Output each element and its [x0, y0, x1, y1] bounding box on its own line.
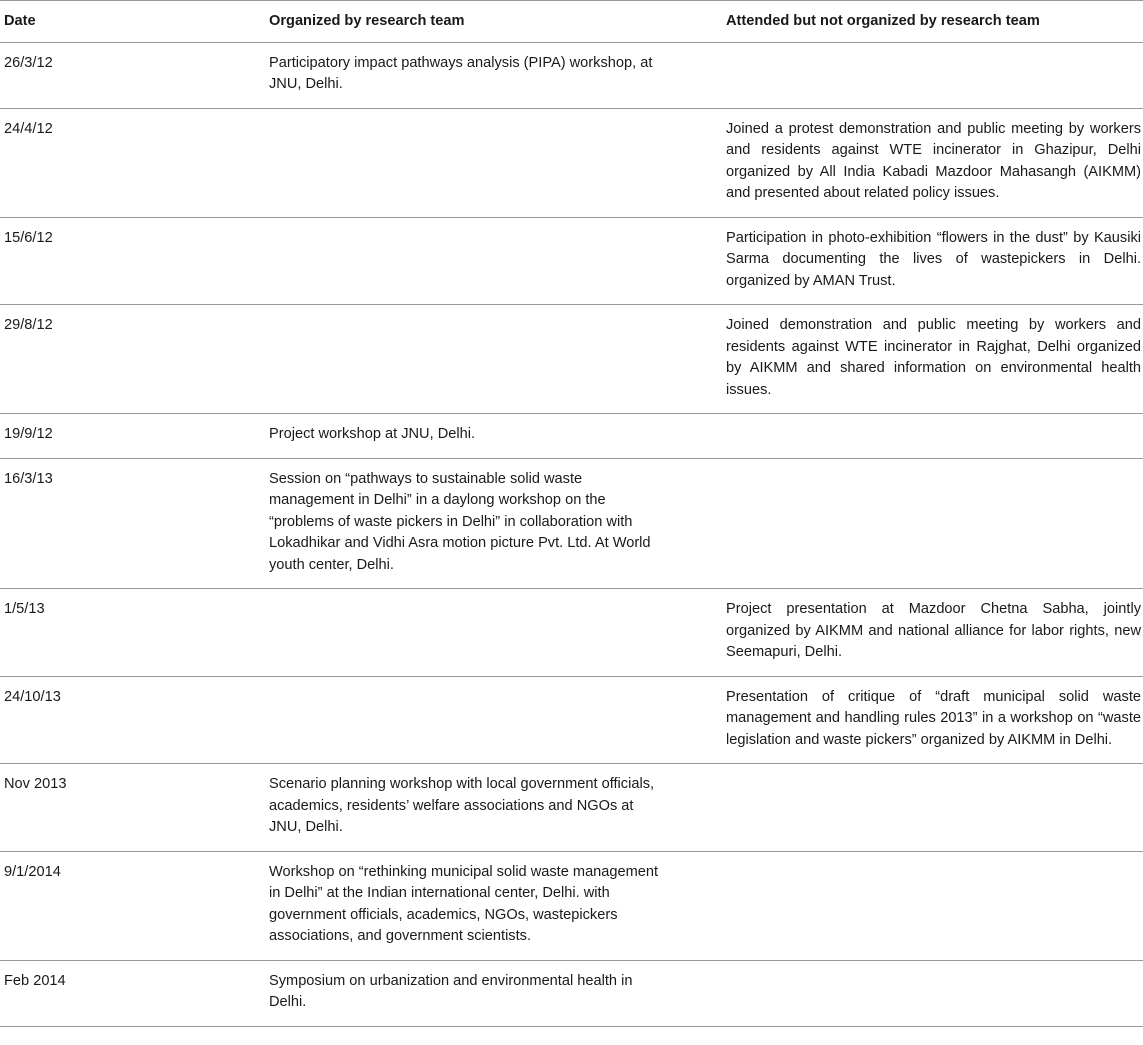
table-row — [0, 42, 1143, 108]
cell-attended: Joined a protest demonstration and public meeting by workers and residents against WTE incinerator in Ghazipur, Delhi organized by All India Kabadi Mazdoor Mahasangh (AIKMM) and presented about related policy issues. — [726, 120, 1141, 201]
table-row — [0, 764, 1143, 852]
header-row — [0, 1, 1143, 43]
cell-organized — [265, 217, 722, 305]
cell-date: 24/10/13 — [4, 688, 61, 705]
cell-organized: Participatory impact pathways analysis (PIPA) workshop, at JNU, Delhi. — [269, 54, 653, 92]
cell-organized — [265, 589, 722, 677]
table-header — [0, 1, 1143, 43]
cell-organized — [265, 108, 722, 217]
cell-attended: Project presentation at Mazdoor Chetna Sabha, jointly organized by AIKMM and national alliance for labor rights, new Seemapuri, Delhi. — [726, 601, 1141, 660]
cell-organized — [265, 305, 722, 414]
cell-date: 16/3/13 — [4, 470, 53, 487]
table-row — [0, 960, 1143, 1026]
cell-organized — [265, 676, 722, 764]
cell-attended — [722, 414, 1143, 459]
cell-date: 1/5/13 — [4, 601, 45, 617]
cell-attended: Participation in photo-exhibition “flowers in the dust” by Kausiki Sarma documenting the lives of wastepickers in Delhi. organized by AMAN Trust. — [726, 229, 1141, 289]
cell-date: 26/3/12 — [4, 54, 53, 71]
cell-attended — [722, 764, 1143, 852]
cell-attended: Joined demonstration and public meeting by workers and residents against WTE incinerator in Rajghat, Delhi organized by AIKMM and shared information on environmental health issues. — [726, 317, 1141, 398]
cell-attended — [722, 458, 1143, 589]
cell-date: Feb 2014 — [4, 972, 66, 989]
table-row — [0, 305, 1143, 414]
header-organized: Organized by research team — [269, 13, 465, 29]
cell-organized: Symposium on urbanization and environmental health in Delhi. — [269, 972, 633, 1010]
table-row — [0, 217, 1143, 305]
table-row — [0, 676, 1143, 764]
cell-date: 9/1/2014 — [4, 863, 61, 880]
table-row — [0, 589, 1143, 677]
table-row — [0, 414, 1143, 459]
cell-attended — [722, 851, 1143, 960]
cell-date: 19/9/12 — [4, 426, 53, 442]
cell-attended — [722, 960, 1143, 1026]
cell-attended — [722, 42, 1143, 108]
header-date: Date — [4, 13, 36, 29]
cell-organized: Session on “pathways to sustainable solid waste management in Delhi” in a daylong workshop on the “problems of waste pickers in Delhi” in collaboration with Lokadhikar and Vidhi Asra motion picture Pvt. Ltd. At World youth center, Delhi. — [269, 470, 651, 573]
cell-attended: Presentation of critique of “draft municipal solid waste management and handling rules 2013” in a workshop on “waste legislation and waste pickers” organized by AIKMM in Delhi. — [726, 688, 1141, 748]
table-row — [0, 458, 1143, 589]
cell-date: 29/8/12 — [4, 317, 53, 333]
cell-organized: Workshop on “rethinking municipal solid waste management in Delhi” at the Indian international center, Delhi. with government officials, academics, NGOs, wastepickers associations, and government scientists. — [269, 863, 659, 944]
cell-date: 24/4/12 — [4, 120, 53, 137]
cell-organized: Project workshop at JNU, Delhi. — [269, 426, 476, 442]
cell-date: 15/6/12 — [4, 229, 53, 246]
table-row — [0, 851, 1143, 960]
header-attended: Attended but not organized by research team — [726, 13, 1040, 29]
cell-organized: Scenario planning workshop with local government officials, academics, residents’ welfare associations and NGOs at JNU, Delhi. — [269, 776, 655, 835]
cell-date: Nov 2013 — [4, 776, 67, 792]
table-body — [0, 42, 1143, 1026]
table-row — [0, 108, 1143, 217]
